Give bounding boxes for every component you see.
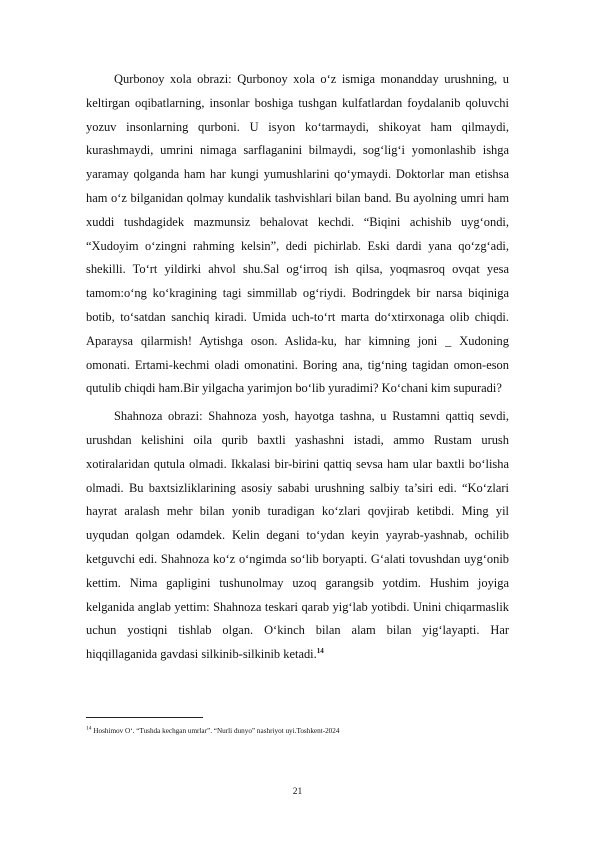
paragraph-shahnoza: [86, 405, 509, 667]
footnote-separator: [86, 717, 203, 718]
footnote-reference[interactable]: 14: [316, 646, 324, 655]
page-number: 21: [292, 787, 303, 797]
document-body: [86, 68, 509, 667]
paragraph-text: Qurbonoy xola obrazi: Qurbonoy xola o‘z ismiga monandday urushning, u keltirgan oqibatlarning, insonlar boshiga tushgan kulfatlardan foydalanib qoluvchi yozuv insonlarning qurboni. U isyon ko‘tarmaydi, shikoyat ham qilmaydi, kurashmaydi, umrini nimaga sarflaganini bilmaydi, sog‘lig‘i yomonlashib ishga yaramay qolganda ham har kungi yumushlarini qo‘ymaydi. Doktorlar man etishsa ham o‘z bilganidan qolmay kundalik tashvishlari bilan band. Bu ayolning umri ham xuddi tushdagidek mazmunsiz behalovat kechdi. “Biqini achishib uyg‘ondi, “Xudoyim o‘zingni rahming kelsin”, dedi pichirlab. Eski dardi yana qo‘zg‘adi, shekilli. To‘rt yildirki ahvol shu.Sal og‘irroq ish qilsa, yoqmasroq ovqat yesa tamom:o‘ng ko‘kragining tagi simmillab og‘riydi. Bodringdek bir narsa biqiniga botib, to‘satdan sanchiq kiradi. Umida uch-to‘rt marta do‘xtirxonaga olib chiqdi. Aparaysa qilarmish! Aytishga oson. Aslida-ku, har kimning joni _ Xudoning omonati. Ertami-kechmi oladi omonatini. Boring ana, tig‘ning tagidan omon-eson qutulib chiqdi ham.Bir yilgacha yarimjon bo‘lib yuradimi? Ko‘chani kim supuradi?: [86, 72, 509, 396]
footnote-number: 14: [86, 725, 92, 732]
paragraph-qurbonoy: [86, 68, 509, 401]
paragraph-text: Shahnoza obrazi: Shahnoza yosh, hayotga tashna, u Rustamni qattiq sevdi, urushdan kelishini oila qurib baxtli yashashni istadi, ammo Rustam urush xotiralaridan qutula olmadi. Ikkalasi bir-birini qattiq sevsa ham ular baxtli bo‘lisha olmadi. Bu baxtsizliklarining asosiy sababi urushning salbiy ta’siri edi. “Ko‘zlari hayrat aralash mehr bilan yonib turadigan ko‘zlari qovjirab ketibdi. Ming yil uyqudan qolgan odamdek. Kelin degani to‘ydan keyin yayrab-yashnab, ochilib ketguvchi edi. Shahnoza ko‘z o‘ngimda so‘lib boryapti. G‘alati tovushdan uyg‘onib kettim. Nima gapligini tushunolmay uzoq garangsib yotdim. Hushim joyiga kelganida anglab yettim: Shahnoza teskari qarab yig‘lab yotibdi. Unini chiqarmaslik uchun yostiqni tishlab olgan. O‘kinch bilan alam bilan yig‘layapti. Har hiqqillaganida gavdasi silkinib-silkinib ketadi.: [86, 409, 509, 662]
footnote: [86, 727, 509, 736]
footnote-text: Hoshimov O‘. “Tushda kechgan umrlar”. “Nurli dunyo” nashriyot uyi.Toshkent-2024: [91, 727, 340, 735]
